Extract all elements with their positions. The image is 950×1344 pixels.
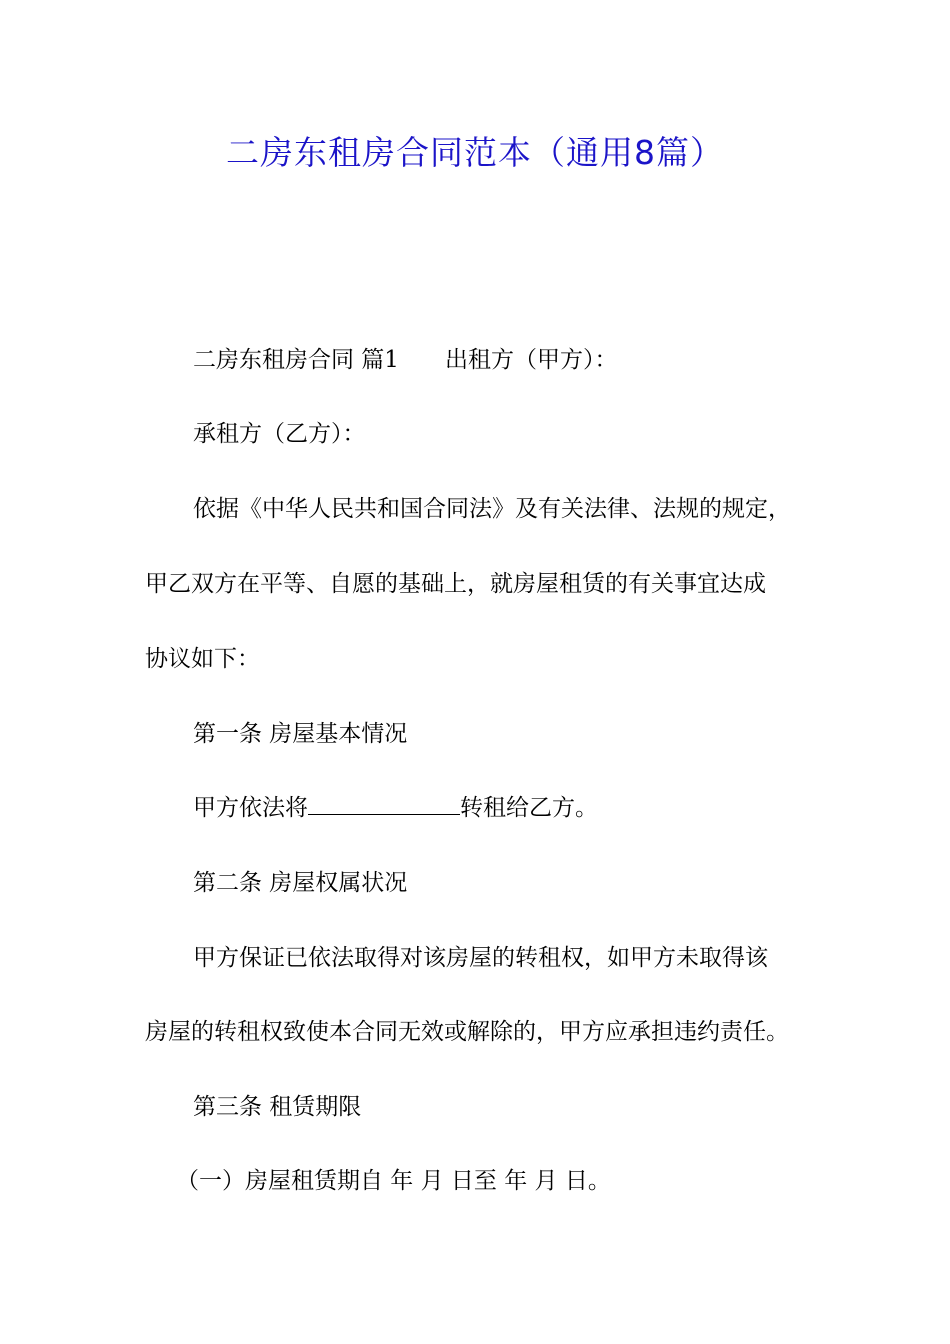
paragraph-line: 甲方保证已依法取得对该房屋的转租权，如甲方未取得该	[193, 945, 768, 971]
document-title: 二房东租房合同范本（通用8篇）	[226, 133, 724, 172]
fill-in-blank	[308, 792, 460, 815]
paragraph-line: 协议如下：	[145, 646, 260, 672]
article-heading: 第三条 租赁期限	[193, 1094, 362, 1120]
article-heading: 第二条 房屋权属状况	[193, 870, 408, 896]
article-heading: 第一条 房屋基本情况	[193, 721, 408, 747]
text-fragment: 转租给乙方。	[460, 795, 598, 821]
lessor-label: 出租方（甲方）：	[444, 347, 618, 373]
contract-section-label: 二房东租房合同 篇1	[193, 347, 399, 373]
section-heading-line	[193, 340, 617, 380]
paragraph-line: （一）房屋租赁期自 年 月 日至 年 月 日。	[176, 1168, 611, 1194]
lessee-label: 承租方（乙方）：	[193, 421, 366, 447]
paragraph-line	[193, 788, 598, 828]
paragraph-line: 甲乙双方在平等、自愿的基础上，就房屋租赁的有关事宜达成	[145, 571, 766, 597]
paragraph-line: 依据《中华人民共和国合同法》及有关法律、法规的规定，	[193, 496, 791, 522]
paragraph-line: 房屋的转租权致使本合同无效或解除的，甲方应承担违约责任。	[145, 1019, 789, 1045]
text-fragment: 甲方依法将	[193, 795, 308, 821]
